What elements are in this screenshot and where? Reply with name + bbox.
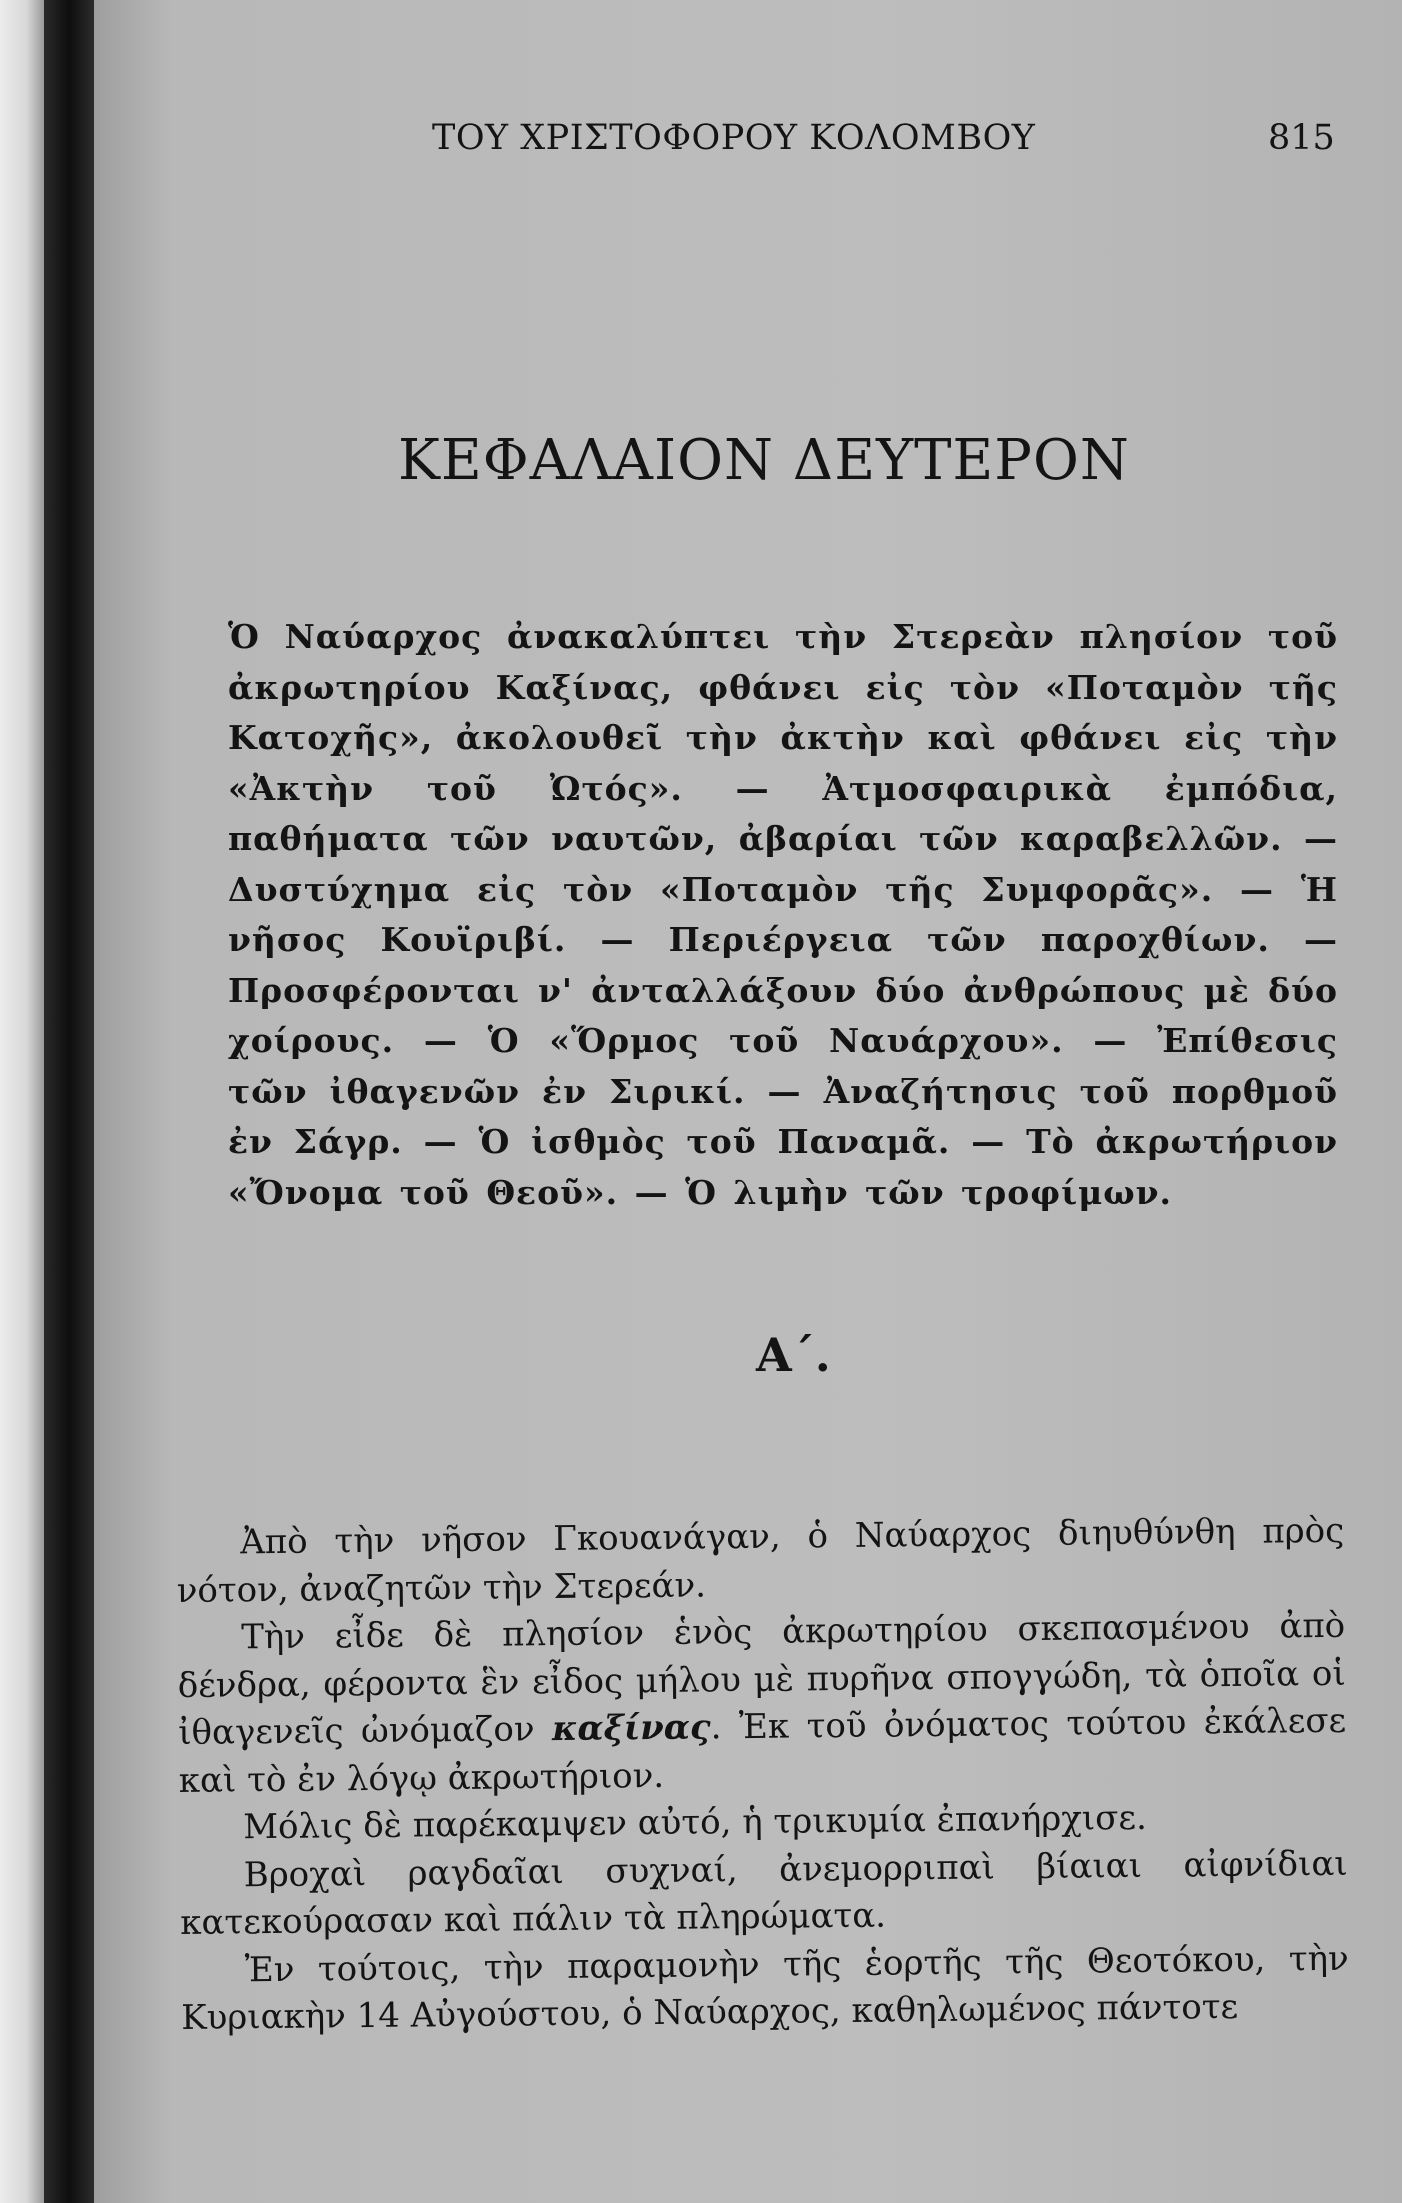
paragraph-text: Τὴν εἶδε δὲ πλησίον ἑνὸς ἀκρωτηρίου σκεπασμένου ἀπὸ δένδρα, φέροντα ἓν εἶδος μήλου μὲ πυρῆνα σπογγώδη, τὰ ὁποῖα οἱ ἰθαγενεῖς ὠνόμαζον [177, 1605, 1346, 1753]
emphasized-word: καξίνας [551, 1707, 711, 1750]
paragraph: Μόλις δὲ παρέκαμψεν αὐτό, ἡ τρικυμία ἐπανήρχισε. [243, 1797, 1147, 1848]
book-gutter-shadow [44, 0, 94, 2203]
book-spine-edge [0, 0, 44, 2203]
section-mark: Α΄. [756, 1328, 831, 1382]
body-text [176, 1508, 1349, 2043]
paragraph: Ἀπὸ τὴν νῆσον Γκουανάγαν, ὁ Ναύαρχος διηυθύνθη πρὸς νότον, ἀναζητῶν τὴν Στερεάν. [176, 1510, 1345, 1611]
paragraph [177, 1603, 1347, 1805]
paragraph: Βροχαὶ ραγδαῖαι συχναί, ἀνεμορριπαὶ βίαιαι αἰφνίδιαι κατεκούρασαν καὶ πάλιν τὰ πληρώματα. [180, 1843, 1348, 1943]
paragraph-text: . Ἐκ τοῦ ὀνόματος τούτου ἐκάλεσε καὶ τὸ ἐν λόγῳ ἀκρωτήριον. [178, 1700, 1347, 1801]
running-title: ΤΟΥ ΧΡΙΣΤΟΦΟΡΟΥ ΚΟΛΟΜΒΟΥ [432, 118, 1036, 158]
chapter-title: ΚΕΦΑΛΑΙΟΝ ΔΕΥΤΕΡΟΝ [398, 428, 1130, 493]
chapter-summary: Ὁ Ναύαρχος ἀνακαλύπτει τὴν Στερεὰν πλησίον τοῦ ἀκρωτηρίου Καξίνας, φθάνει εἰς τὸν «Ποταμὸν τῆς Κατοχῆς», ἀκολουθεῖ τὴν ἀκτὴν καὶ φθάνει εἰς τὴν «Ἀκτὴν τοῦ Ὠτός». — Ἀτμοσφαιρικὰ ἐμπόδια, παθήματα τῶν ναυτῶν, ἀβαρίαι τῶν καραβελλῶν. — Δυστύχημα εἰς τὸν «Ποταμὸν τῆς Συμφορᾶς». — Ἡ νῆσος Κουϊριβί. — Περιέργεια τῶν παροχθίων. — Προσφέρονται ν' ἀνταλλάξουν δύο ἀνθρώπους μὲ δύο χοίρους. — Ὁ «Ὅρμος τοῦ Ναυάρχου». — Ἐπίθεσις τῶν ἰθαγενῶν ἐν Σιρικί. — Ἀναζήτησις τοῦ πορθμοῦ ἐν Σάγρ. — Ὁ ἰσθμὸς τοῦ Παναμᾶ. — Τὸ ἀκρωτήριον «Ὄνομα τοῦ Θεοῦ». — Ὁ λιμὴν τῶν τροφίμων. [228, 617, 1338, 1212]
page-number: 815 [1268, 118, 1335, 158]
paragraph: Ἐν τούτοις, τὴν παραμονὴν τῆς ἑορτῆς τῆς Θεοτόκου, τὴν Κυριακὴν 14 Αὐγούστου, ὁ Ναύαρχος, καθηλωμένος πάντοτε [181, 1938, 1349, 2038]
